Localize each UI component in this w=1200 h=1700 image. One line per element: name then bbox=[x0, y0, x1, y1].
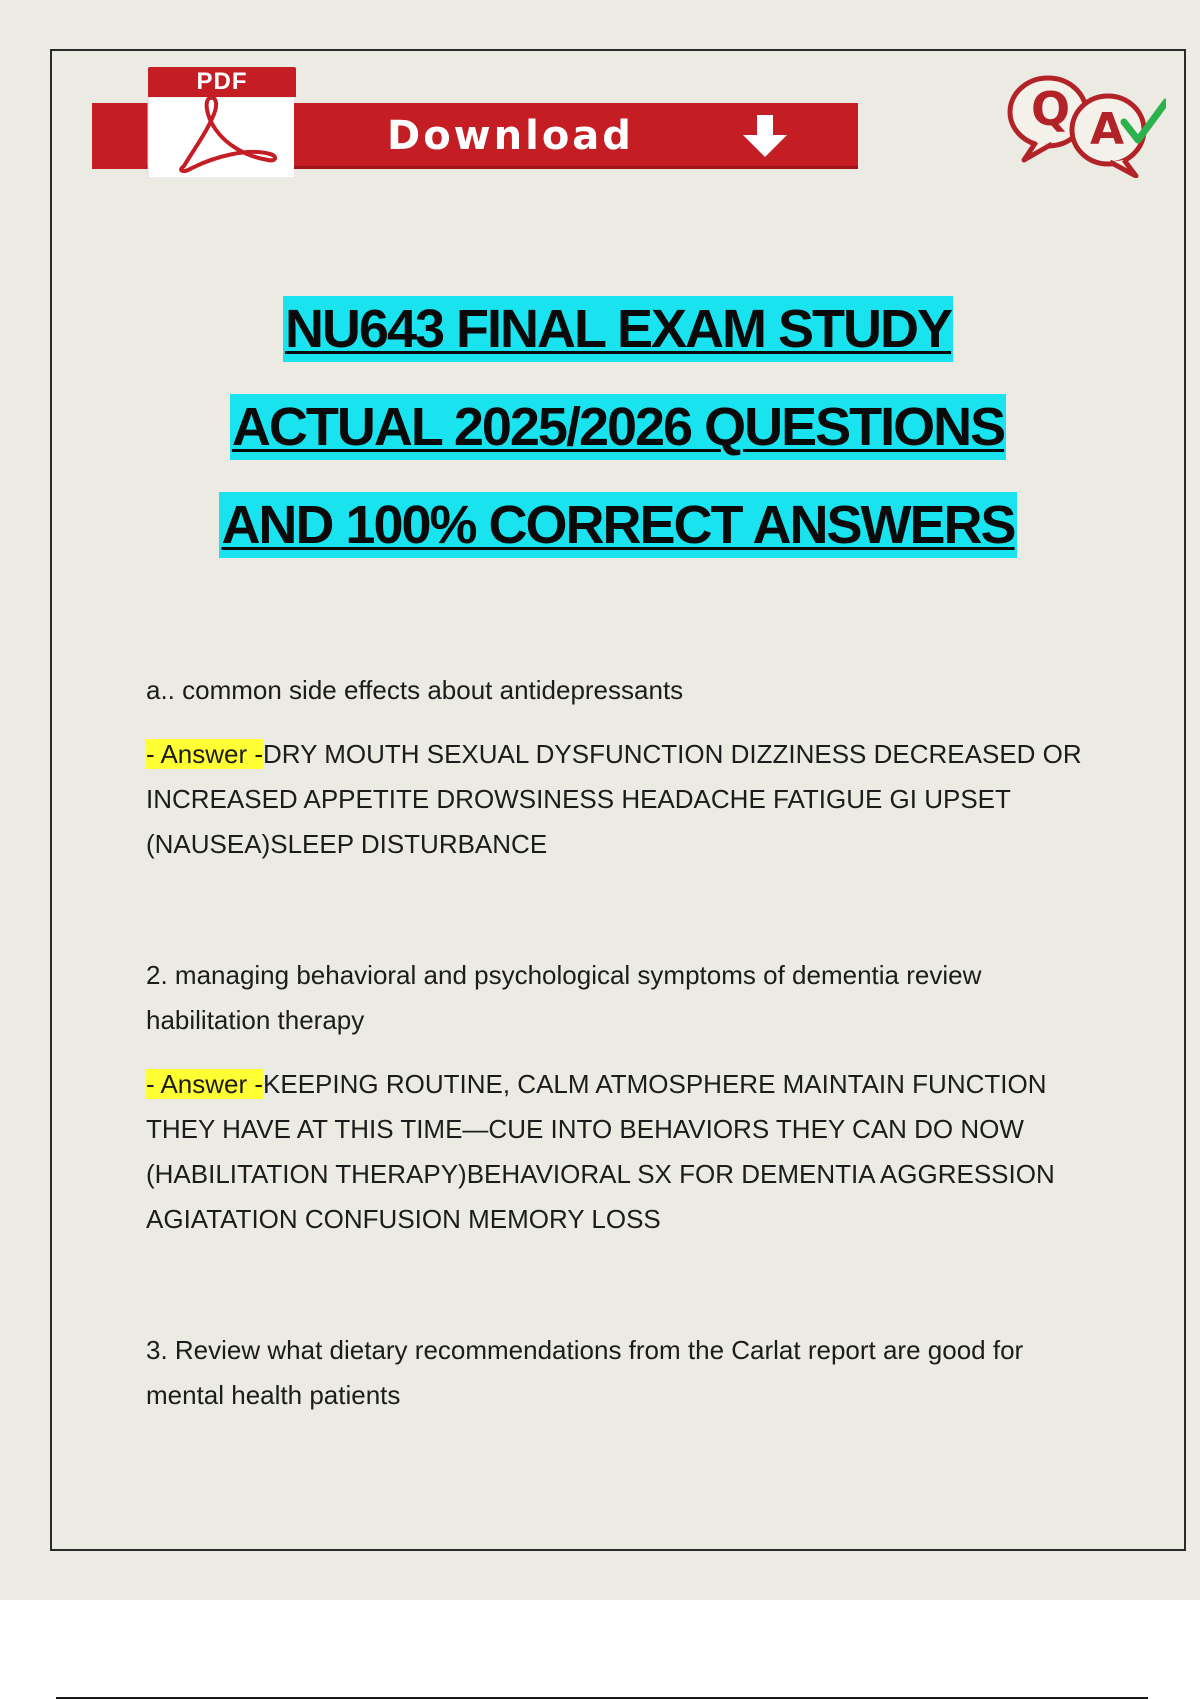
question-text: 2. managing behavioral and psychological symptoms of dementia review habilitation therapy bbox=[146, 960, 982, 1035]
qa-logo bbox=[1006, 74, 1166, 178]
question-text: 3. Review what dietary recommendations from the Carlat report are good for mental health patients bbox=[146, 1335, 1024, 1410]
answer-body: DRY MOUTH SEXUAL DYSFUNCTION DIZZINESS DECREASED OR INCREASED APPETITE DROWSINESS HEADACHE FATIGUE GI UPSET (NAUSEA)SLEEP DISTURBANCE bbox=[146, 739, 1082, 859]
qa-logo-a: A bbox=[1090, 104, 1125, 155]
qa-logo-q: Q bbox=[1031, 82, 1071, 136]
download-arrow-icon[interactable] bbox=[737, 115, 793, 159]
title-line-3: AND 100% CORRECT ANSWERS bbox=[219, 492, 1016, 558]
bottom-rule bbox=[56, 1697, 1148, 1699]
download-bar-left bbox=[92, 103, 146, 169]
pdf-download-banner[interactable] bbox=[92, 60, 860, 180]
answer-tag: - Answer - bbox=[146, 739, 264, 769]
qa-item bbox=[146, 953, 1086, 1242]
document-title bbox=[60, 296, 1176, 590]
qa-item bbox=[146, 668, 1086, 867]
answer-text bbox=[146, 732, 1086, 867]
download-label[interactable]: Download bbox=[387, 113, 634, 159]
title-line-1: NU643 FINAL EXAM STUDY bbox=[283, 296, 953, 362]
pdf-document-icon bbox=[144, 64, 294, 178]
qa-item bbox=[146, 1328, 1086, 1418]
answer-body: KEEPING ROUTINE, CALM ATMOSPHERE MAINTAIN FUNCTION THEY HAVE AT THIS TIME—CUE INTO BEHAVIORS THEY CAN DO NOW (HABILITATION THERAPY)BEHAVIORAL SX FOR DEMENTIA AGGRESSION AGIATATION CONFUSION MEMORY LOSS bbox=[146, 1069, 1055, 1234]
pdf-label: PDF bbox=[148, 67, 296, 97]
title-line-2: ACTUAL 2025/2026 QUESTIONS bbox=[230, 394, 1006, 460]
answer-tag: - Answer - bbox=[146, 1069, 264, 1099]
question-text: a.. common side effects about antidepressants bbox=[146, 675, 684, 705]
answer-text bbox=[146, 1062, 1086, 1242]
speech-bubbles-icon bbox=[1006, 74, 1166, 178]
qa-content bbox=[146, 668, 1086, 1418]
